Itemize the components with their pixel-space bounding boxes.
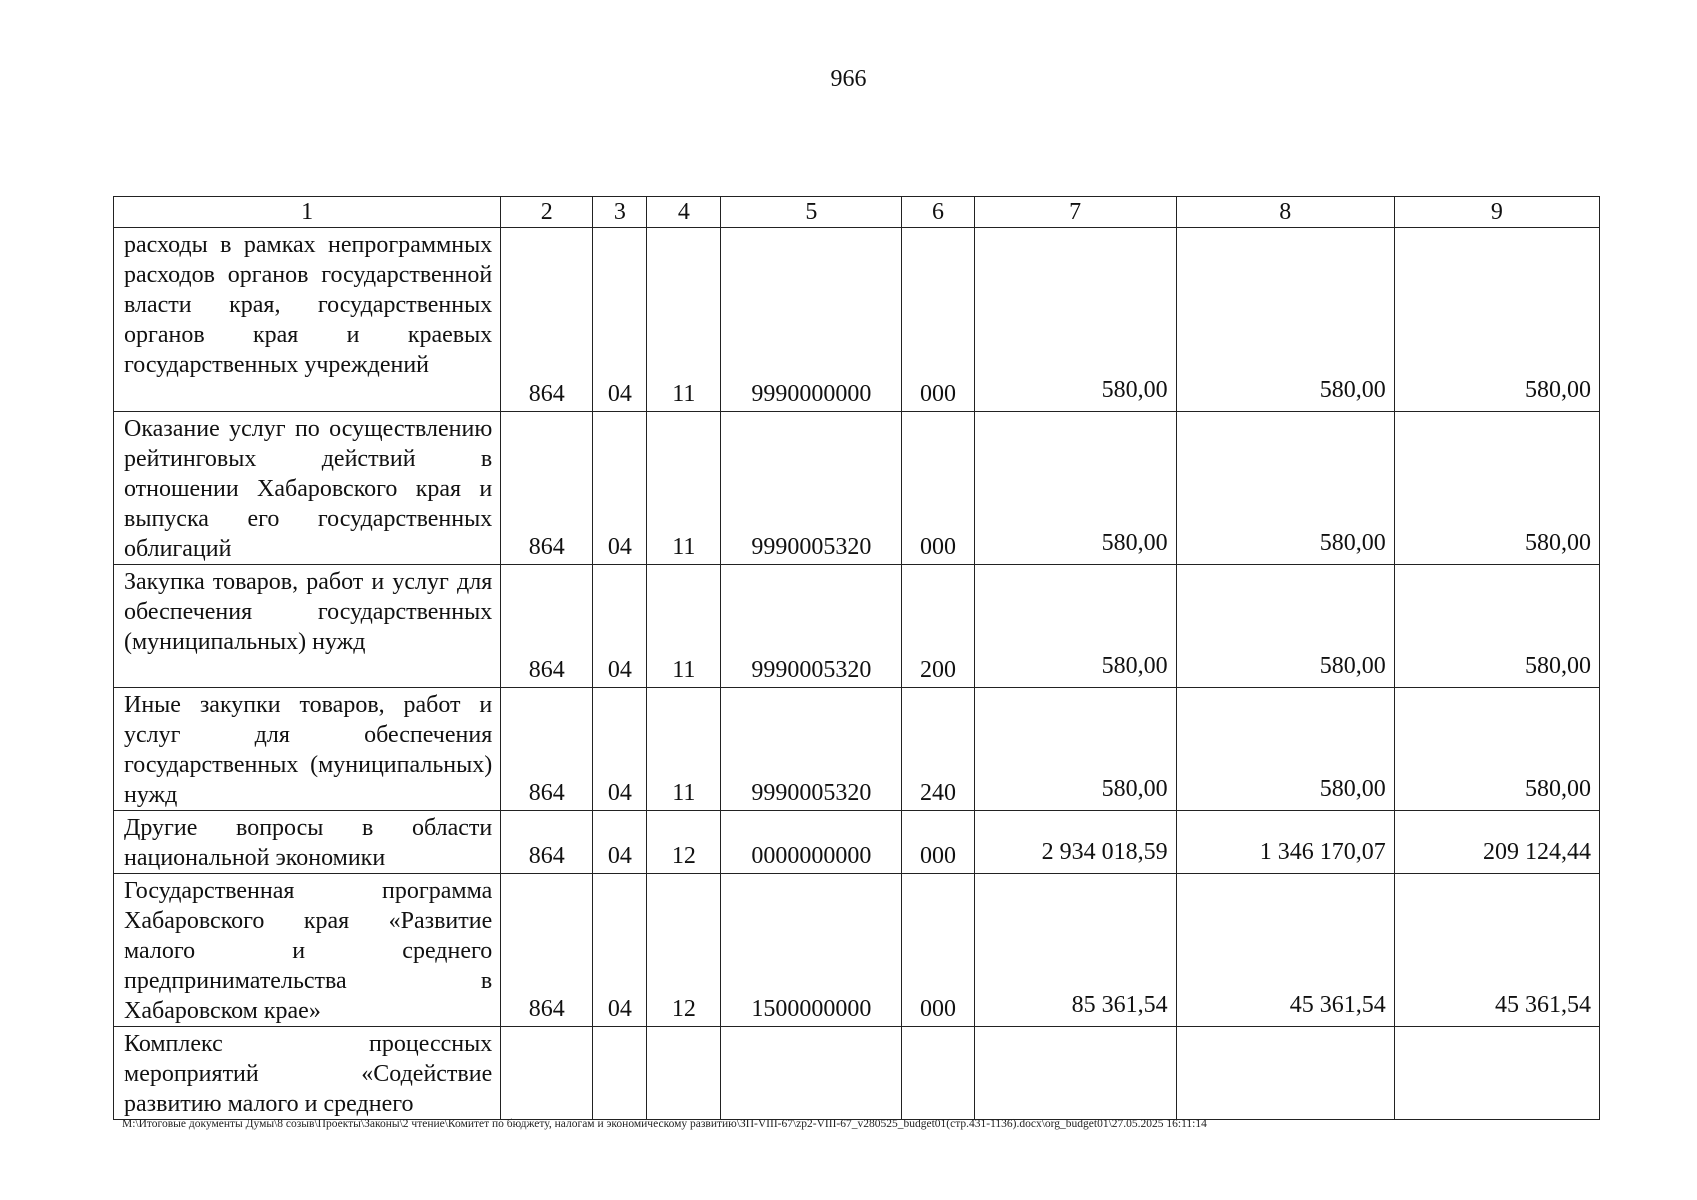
cell-c6: 000 — [902, 811, 974, 874]
budget-table — [113, 196, 1600, 1120]
cell-c6: 000 — [902, 228, 974, 412]
cell-c7: 580,00 — [974, 412, 1176, 565]
cell-c3: 04 — [593, 412, 647, 565]
cell-c3: 04 — [593, 811, 647, 874]
cell-c4: 12 — [647, 811, 721, 874]
cell-c3: 04 — [593, 688, 647, 811]
cell-c4: 11 — [647, 412, 721, 565]
cell-c6: 000 — [902, 412, 974, 565]
table-row — [114, 228, 1600, 412]
cell-c9: 580,00 — [1394, 228, 1599, 412]
row-name: Оказание услуг по осуществлению рейтинговых действий в отношении Хабаровского края и выпуска его государственных облигаций — [114, 412, 501, 565]
cell-c2 — [501, 1027, 593, 1120]
table-header-row — [114, 197, 1600, 228]
cell-c6 — [902, 1027, 974, 1120]
row-name: Другие вопросы в области национальной экономики — [114, 811, 501, 874]
column-header: 9 — [1394, 197, 1599, 228]
cell-c4: 12 — [647, 874, 721, 1027]
cell-c4: 11 — [647, 565, 721, 688]
cell-c9: 45 361,54 — [1394, 874, 1599, 1027]
cell-c8 — [1176, 1027, 1394, 1120]
cell-c5: 0000000000 — [721, 811, 902, 874]
row-name: Комплекс процессных мероприятий «Содействие развитию малого и среднего — [114, 1027, 501, 1120]
cell-c2: 864 — [501, 228, 593, 412]
cell-c8: 1 346 170,07 — [1176, 811, 1394, 874]
cell-c7: 580,00 — [974, 688, 1176, 811]
cell-c7 — [974, 1027, 1176, 1120]
cell-c5: 1500000000 — [721, 874, 902, 1027]
column-header: 3 — [593, 197, 647, 228]
cell-c5: 9990005320 — [721, 688, 902, 811]
footer-file-path: M:\Итоговые документы Думы\8 созыв\Проекты\Законы\2 чтение\Комитет по бюджету, налогам и экономическому развитию\ЗП-VIII-67\zp2-VIII-67_v280525_budget01(стр.431-1136).docx\org_budget01\27.05.2025 16:11:14 — [122, 1118, 1207, 1130]
cell-c8: 580,00 — [1176, 565, 1394, 688]
row-name: расходы в рамках непрограммных расходов органов государственной власти края, государственных органов края и краевых государственных учреждений — [114, 228, 501, 412]
table-row — [114, 874, 1600, 1027]
cell-c5 — [721, 1027, 902, 1120]
cell-c7: 580,00 — [974, 565, 1176, 688]
table-row — [114, 412, 1600, 565]
cell-c7: 85 361,54 — [974, 874, 1176, 1027]
cell-c6: 240 — [902, 688, 974, 811]
cell-c2: 864 — [501, 688, 593, 811]
cell-c5: 9990000000 — [721, 228, 902, 412]
cell-c6: 000 — [902, 874, 974, 1027]
cell-c8: 580,00 — [1176, 228, 1394, 412]
cell-c3: 04 — [593, 874, 647, 1027]
table-row — [114, 688, 1600, 811]
cell-c4: 11 — [647, 228, 721, 412]
cell-c5: 9990005320 — [721, 412, 902, 565]
column-header: 4 — [647, 197, 721, 228]
cell-c2: 864 — [501, 412, 593, 565]
cell-c7: 2 934 018,59 — [974, 811, 1176, 874]
page-number: 966 — [830, 66, 867, 92]
cell-c8: 580,00 — [1176, 688, 1394, 811]
cell-c8: 45 361,54 — [1176, 874, 1394, 1027]
cell-c2: 864 — [501, 565, 593, 688]
cell-c4: 11 — [647, 688, 721, 811]
cell-c8: 580,00 — [1176, 412, 1394, 565]
row-name: Государственная программа Хабаровского края «Развитие малого и среднего предпринимательства в Хабаровском крае» — [114, 874, 501, 1027]
table-row — [114, 565, 1600, 688]
cell-c3: 04 — [593, 228, 647, 412]
cell-c9: 580,00 — [1394, 565, 1599, 688]
column-header: 5 — [721, 197, 902, 228]
column-header: 6 — [902, 197, 974, 228]
table-row — [114, 811, 1600, 874]
column-header: 2 — [501, 197, 593, 228]
cell-c5: 9990005320 — [721, 565, 902, 688]
row-name: Иные закупки товаров, работ и услуг для обеспечения государственных (муниципальных) нужд — [114, 688, 501, 811]
row-name: Закупка товаров, работ и услуг для обеспечения государственных (муниципальных) нужд — [114, 565, 501, 688]
cell-c9: 209 124,44 — [1394, 811, 1599, 874]
column-header: 1 — [114, 197, 501, 228]
cell-c3: 04 — [593, 565, 647, 688]
cell-c3 — [593, 1027, 647, 1120]
cell-c9: 580,00 — [1394, 412, 1599, 565]
cell-c9 — [1394, 1027, 1599, 1120]
column-header: 8 — [1176, 197, 1394, 228]
cell-c9: 580,00 — [1394, 688, 1599, 811]
cell-c2: 864 — [501, 874, 593, 1027]
column-header: 7 — [974, 197, 1176, 228]
cell-c6: 200 — [902, 565, 974, 688]
table-row — [114, 1027, 1600, 1120]
cell-c2: 864 — [501, 811, 593, 874]
cell-c7: 580,00 — [974, 228, 1176, 412]
cell-c4 — [647, 1027, 721, 1120]
